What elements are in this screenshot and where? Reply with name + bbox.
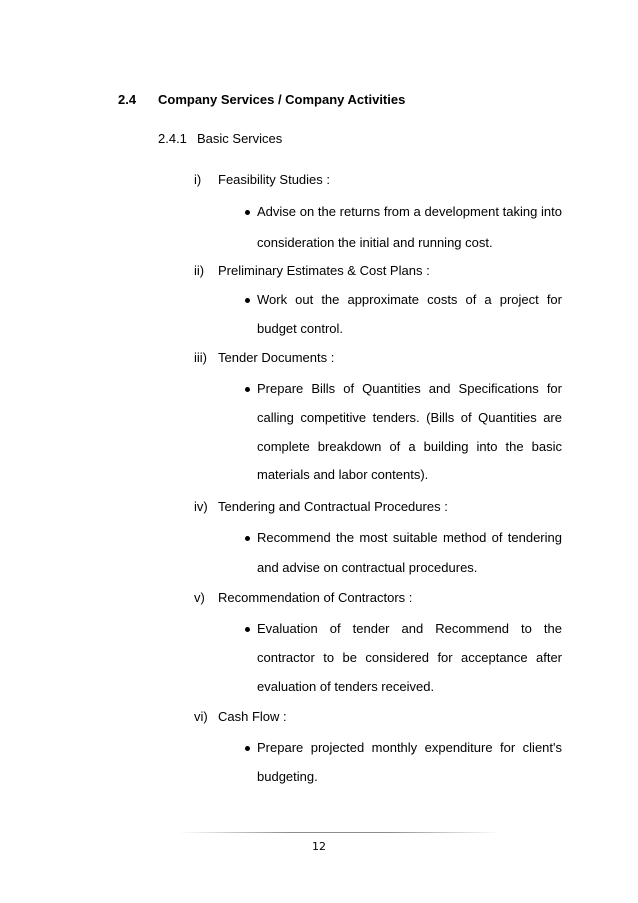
item-title: Recommendation of Contractors :: [218, 590, 413, 605]
subsection-title: Basic Services: [197, 131, 283, 146]
item-title: Preliminary Estimates & Cost Plans :: [218, 263, 430, 278]
bullet-text-line: Prepare Bills of Quantities and Specifications for: [257, 381, 562, 396]
bullet-text-line: calling competitive tenders. (Bills of Quantities are: [257, 410, 562, 425]
item-numeral: vi): [194, 709, 208, 724]
section-title: Company Services / Company Activities: [158, 92, 406, 107]
bullet-text-line: Recommend the most suitable method of tendering: [257, 530, 562, 545]
item-numeral: iii): [194, 350, 207, 365]
bullet-text-line: budgeting.: [257, 769, 318, 784]
bullet-text-line: complete breakdown of a building into the basic: [257, 439, 562, 454]
bullet-text-line: consideration the initial and running cost.: [257, 235, 493, 250]
subsection-number: 2.4.1: [158, 131, 187, 146]
page-number: 12: [312, 840, 326, 853]
item-numeral: i): [194, 172, 202, 187]
bullet-text-line: Prepare projected monthly expenditure for client's: [257, 740, 562, 755]
item-title: Tender Documents :: [218, 350, 335, 365]
bullet-text-line: materials and labor contents).: [257, 467, 429, 482]
bullet-text-line: Work out the approximate costs of a project for: [257, 292, 562, 307]
item-numeral: iv): [194, 499, 208, 514]
bullet-icon: [245, 298, 250, 303]
item-title: Tendering and Contractual Procedures :: [218, 499, 448, 514]
bullet-icon: [245, 210, 250, 215]
bullet-text-line: and advise on contractual procedures.: [257, 560, 478, 575]
bullet-icon: [245, 627, 250, 632]
bullet-text-line: evaluation of tenders received.: [257, 679, 435, 694]
bullet-icon: [245, 746, 250, 751]
bullet-text-line: budget control.: [257, 321, 344, 336]
item-numeral: ii): [194, 263, 205, 278]
bullet-text-line: Evaluation of tender and Recommend to the: [257, 621, 562, 636]
bullet-icon: [245, 536, 250, 541]
section-number: 2.4: [118, 92, 137, 107]
bullet-text-line: contractor to be considered for acceptance after: [257, 650, 562, 665]
bullet-text-line: Advise on the returns from a development taking into: [257, 204, 562, 219]
footer-divider: [178, 832, 500, 833]
item-numeral: v): [194, 590, 205, 605]
item-title: Cash Flow :: [218, 709, 287, 724]
bullet-icon: [245, 387, 250, 392]
item-title: Feasibility Studies :: [218, 172, 330, 187]
